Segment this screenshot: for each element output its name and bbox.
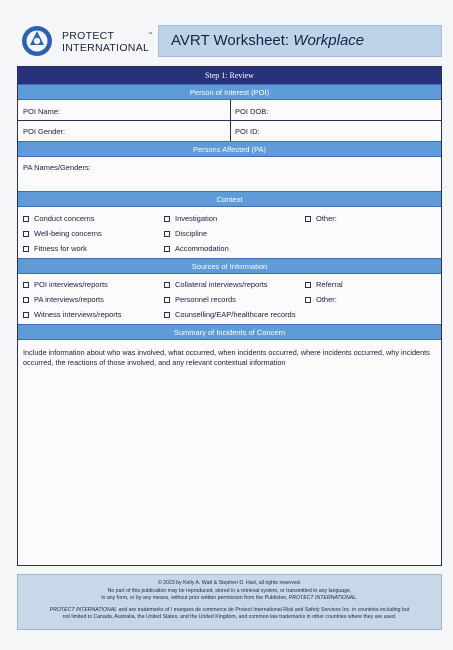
- title-italic: Workplace: [293, 32, 365, 49]
- brand-line-1: PROTECT: [62, 30, 115, 42]
- checkbox-icon: [23, 216, 29, 222]
- checkbox-icon: [305, 282, 311, 288]
- checkbox-pa-interviews[interactable]: [23, 295, 104, 304]
- checkbox-discipline[interactable]: [164, 229, 207, 238]
- copyright-line: © 2023 by Kelly A. Watt & Stephen D. Hart, all rights reserved.: [157, 580, 302, 586]
- worksheet-form: [17, 66, 442, 566]
- trademark-line-2: not limited to Canada, Australia, the United States, and the United Kingdom, and common law trademarks in other countries where they are used.: [62, 614, 397, 620]
- checkbox-label: Accommodation: [175, 244, 229, 253]
- rights-line-1: No part of this publication may be reproduced, stored in a retrieval system, or transmitted in any language,: [107, 587, 352, 594]
- checkbox-icon: [23, 282, 29, 288]
- poi-name-label: POI Name:: [23, 107, 61, 116]
- rights-line-2: [18, 595, 441, 603]
- checkbox-poi-interviews[interactable]: [23, 280, 108, 289]
- copyright-footer: [17, 574, 442, 630]
- checkbox-label: Referral: [316, 280, 343, 289]
- checkbox-icon: [164, 216, 170, 222]
- checkbox-label: Discipline: [175, 229, 208, 238]
- brand-line-2: INTERNATIONAL: [62, 42, 150, 54]
- checkbox-icon: [23, 312, 29, 318]
- rights-line-2-publisher: PROTECT INTERNATIONAL.: [288, 595, 358, 601]
- checkbox-well-being-concerns[interactable]: [23, 229, 102, 238]
- checkbox-label: Counselling/EAP/healthcare records: [175, 310, 296, 319]
- poi-row-divider: [18, 120, 441, 121]
- sources-section-header: Sources of Information: [18, 258, 441, 274]
- checkbox-label: Other:: [316, 214, 337, 223]
- checkbox-personnel-records[interactable]: [164, 295, 236, 304]
- summary-section-header: Summary of Incidents of Concern: [18, 324, 441, 340]
- rights-line-2-text: in any form, or by any means, without prior written permission from the Publisher,: [101, 595, 289, 601]
- checkbox-icon: [164, 246, 170, 252]
- checkbox-icon: [305, 297, 311, 303]
- checkbox-icon: [164, 282, 170, 288]
- checkbox-counselling-records[interactable]: [164, 310, 295, 319]
- checkbox-icon: [164, 312, 170, 318]
- checkbox-referral[interactable]: [305, 280, 343, 289]
- checkbox-label: Well-being concerns: [34, 229, 102, 238]
- brand-name: [62, 30, 153, 54]
- brand-tm: ™: [148, 31, 153, 36]
- checkbox-label: Other:: [316, 295, 337, 304]
- checkbox-accommodation[interactable]: [164, 244, 229, 253]
- checkbox-label: Personnel records: [175, 295, 236, 304]
- poi-dob-label: POI DOB:: [235, 107, 269, 116]
- checkbox-context-other[interactable]: [305, 214, 337, 223]
- checkbox-label: POI interviews/reports: [34, 280, 108, 289]
- pa-section-header: Persons Affected (PA): [18, 141, 441, 157]
- poi-gender-label: POI Gender:: [23, 127, 66, 136]
- summary-text-area[interactable]: [20, 367, 439, 561]
- checkbox-label: Witness interviews/reports: [34, 310, 122, 319]
- trademark-brand: PROTECT INTERNATIONAL: [49, 606, 118, 613]
- checkbox-investigation[interactable]: [164, 214, 217, 223]
- trademark-text: and are trademarks of / marques de commerce de Protect International Risk and Safety Services Inc. in countries including but: [117, 606, 410, 613]
- step-header: Step 1: Review: [18, 67, 441, 84]
- checkbox-icon: [23, 297, 29, 303]
- checkbox-label: PA interviews/reports: [34, 295, 104, 304]
- checkbox-conduct-concerns[interactable]: [23, 214, 94, 223]
- context-section-header: Context: [18, 191, 441, 207]
- trademark-line-1: [18, 607, 441, 615]
- pa-names-label: PA Names/Genders:: [23, 163, 91, 172]
- title-plain: AVRT Worksheet:: [171, 32, 294, 49]
- checkbox-icon: [164, 297, 170, 303]
- checkbox-sources-other[interactable]: [305, 295, 337, 304]
- worksheet-title: [158, 25, 442, 57]
- checkbox-witness-interviews[interactable]: [23, 310, 122, 319]
- checkbox-fitness-for-work[interactable]: [23, 244, 87, 253]
- checkbox-label: Collateral interviews/reports: [175, 280, 268, 289]
- checkbox-label: Fitness for work: [34, 244, 87, 253]
- checkbox-icon: [23, 231, 29, 237]
- poi-section-header: Person of Interest (POI): [18, 84, 441, 100]
- checkbox-icon: [23, 246, 29, 252]
- checkbox-collateral-interviews[interactable]: [164, 280, 268, 289]
- summary-instructions: Include information about who was involved, what occurred, when incidents occurred, where incidents occurred, why incidents occurred, the reactions of those involved, and any relevant contextual information: [23, 348, 430, 367]
- poi-id-label: POI ID:: [235, 127, 260, 136]
- checkbox-icon: [305, 216, 311, 222]
- protect-international-logo: [20, 24, 54, 58]
- checkbox-label: Conduct concerns: [34, 214, 95, 223]
- checkbox-icon: [164, 231, 170, 237]
- checkbox-label: Investigation: [175, 214, 218, 223]
